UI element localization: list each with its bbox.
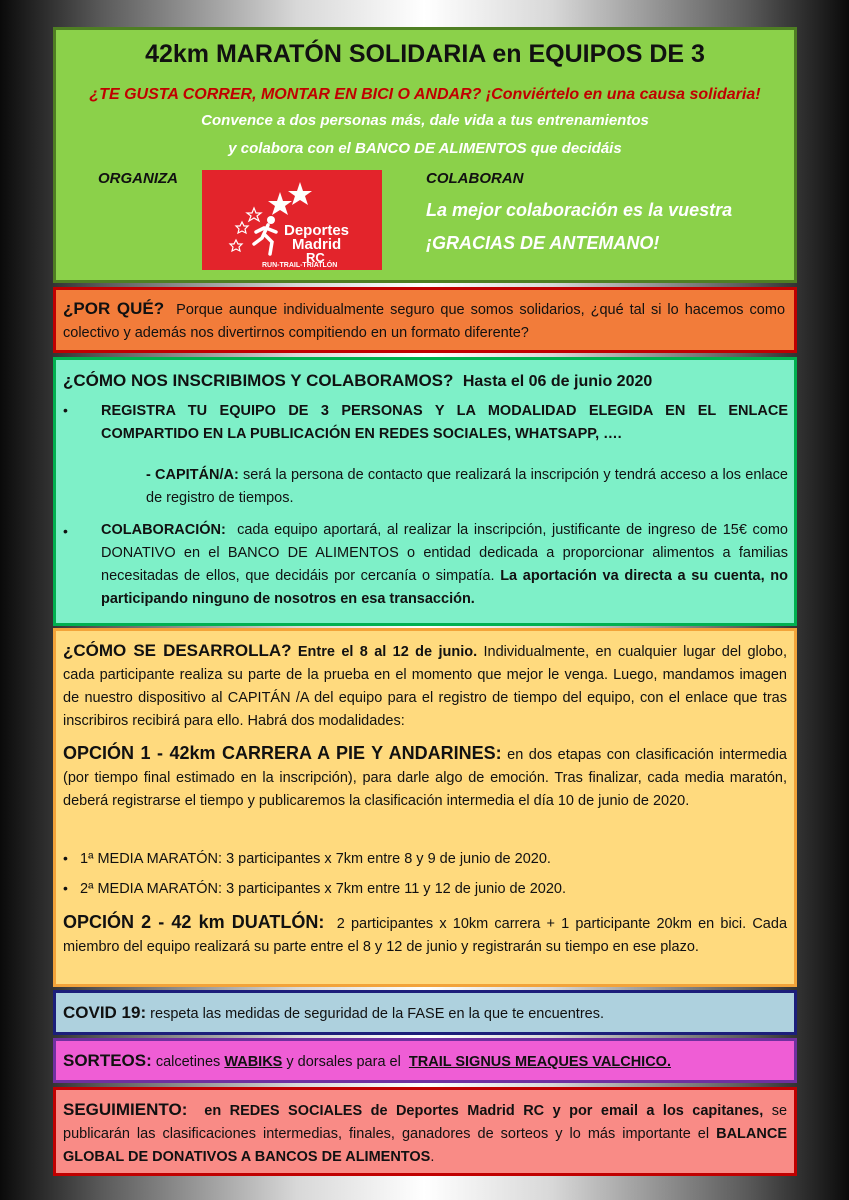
colaboran-line-1: La mejor colaboración es la vuestra: [426, 200, 733, 220]
draws-text-2: y dorsales para el: [286, 1054, 401, 1070]
register-heading: ¿CÓMO NOS INSCRIBIMOS Y COLABORAMOS?: [63, 371, 454, 390]
half-marathon-1: 1ª MEDIA MARATÓN: 3 participantes x 7km entre 8 y 9 de junio de 2020.: [80, 851, 551, 867]
header-section: [53, 27, 797, 283]
logo-line-3: RC: [306, 250, 325, 265]
draws-brand-2: TRAIL SIGNUS MEAQUES VALCHICO.: [408, 1054, 671, 1070]
why-paragraph: [63, 297, 785, 345]
half-marathon-2: 2ª MEDIA MARATÓN: 3 participantes x 7km entre 11 y 12 de junio de 2020.: [80, 881, 566, 897]
covid-paragraph: [63, 1001, 787, 1026]
tagline: ¿TE GUSTA CORRER, MONTAR EN BICI O ANDAR? ¡Conviértelo en una causa solidaria!: [89, 86, 761, 103]
logo-line-1: Deportes: [284, 222, 350, 239]
intro-line-2: y colabora con el BANCO DE ALIMENTOS que decidáis: [228, 140, 622, 157]
option2-title: OPCIÓN 2 - 42 km DUATLÓN:: [63, 912, 325, 932]
captain-label: - CAPITÁN/A:: [146, 467, 239, 483]
colaboran-line-2: ¡GRACIAS DE ANTEMANO!: [426, 233, 660, 253]
page-title: 42km MARATÓN SOLIDARIA en EQUIPOS DE 3: [145, 40, 705, 68]
club-logo: [202, 170, 382, 270]
follow-label: SEGUIMIENTO:: [63, 1100, 188, 1119]
collab-paragraph: [101, 519, 788, 611]
register-deadline: Hasta el 06 de junio 2020: [462, 373, 653, 390]
draws-brand-1: WABIKS: [224, 1054, 283, 1070]
follow-paragraph: [63, 1098, 787, 1169]
option1-title: OPCIÓN 1 - 42km CARRERA A PIE Y ANDARINES:: [63, 743, 502, 763]
option1-text: en dos etapas con clasificación intermedia (por tiempo final estimado en la inscripción), para darle algo de emoción. Tras finalizar, cada media maratón, deberá registrarse el tiempo y publicaremos la clasificación intermedia el día 10 de junio de 2020.: [63, 747, 787, 809]
bullet-dot-4: •: [63, 880, 68, 896]
bullet-dot-1: •: [63, 402, 68, 418]
develop-text: Individualmente, en cualquier lugar del globo, cada participante realiza su parte de la prueba en el momento que mejor le venga. Luego, mandamos imagen de nuestro dispositivo al CAPITÁN /A del equipo para el registro de tiempo del equipo, con el enlace que tras inscribiros recibirá para ello. Habrá dos modalidades:: [63, 644, 787, 729]
option2-paragraph: [63, 911, 787, 959]
develop-dates: Entre el 8 al 12 de junio.: [297, 644, 478, 660]
draws-text-1: calcetines: [155, 1054, 221, 1070]
follow-bold-2: BALANCE GLOBAL DE DONATIVOS A BANCOS DE ALIMENTOS: [63, 1126, 787, 1165]
register-section: [53, 357, 797, 626]
follow-text: se publicarán las clasificaciones intermedias, finales, ganadores de sorteos y lo más importante el: [63, 1103, 788, 1142]
register-bullet-1: REGISTRA TU EQUIPO DE 3 PERSONAS Y LA MODALIDAD ELEGIDA EN EL ENLACE COMPARTIDO EN LA PUBLICACIÓN EN REDES SOCIALES, WHATSAPP, ….: [101, 403, 788, 442]
follow-bold-1: en REDES SOCIALES de Deportes Madrid RC y por email a los capitanes,: [204, 1103, 764, 1119]
follow-section: [53, 1087, 797, 1176]
intro-line-1: Convence a dos personas más, dale vida a tus entrenamientos: [201, 112, 649, 129]
collab-label: COLABORACIÓN:: [101, 522, 226, 538]
collab-text: cada equipo aportará, al realizar la inscripción, justificante de ingreso de 15€ como DONATIVO en el BANCO DE ALIMENTOS o entidad dedicada a proporcionar alimentos a familias necesitadas de ellos, que decidáis por cercanía o simpatía.: [101, 522, 788, 584]
draws-paragraph: [63, 1049, 787, 1074]
bullet-dot-2: •: [63, 523, 68, 539]
why-section: [53, 287, 797, 353]
option1-paragraph: [63, 742, 787, 813]
develop-heading: ¿CÓMO SE DESARROLLA?: [63, 641, 292, 660]
covid-label: COVID 19:: [63, 1003, 147, 1022]
why-heading: ¿POR QUÉ?: [63, 299, 165, 318]
covid-text: respeta las medidas de seguridad de la FASE en la que te encuentres.: [150, 1006, 604, 1022]
bullet-dot-3: •: [63, 850, 68, 866]
logo-subtitle: RUN-TRAIL-TRIATLÓN: [262, 262, 338, 269]
draws-label: SORTEOS:: [63, 1051, 152, 1070]
why-text: Porque aunque individualmente seguro que somos solidarios, ¿qué tal si lo hacemos como colectivo y además nos divertirnos compitiendo en un formato diferente?: [63, 302, 786, 341]
develop-section: [53, 628, 797, 987]
collab-bold: La aportación va directa a su cuenta, no participando ninguno de nosotros en esa transacción.: [101, 568, 789, 607]
colaboran-label: COLABORAN: [426, 170, 524, 187]
draws-section: [53, 1038, 797, 1083]
develop-paragraph: [63, 639, 787, 733]
covid-section: [53, 990, 797, 1035]
option2-text: 2 participantes x 10km carrera + 1 participante 20km en bici. Cada miembro del equipo realizará su parte entre el 8 y 12 de junio y registrarán su tiempo en ese plazo.: [63, 916, 788, 955]
register-heading-line: [63, 371, 652, 391]
runner-stars-icon: [202, 170, 382, 270]
follow-end: .: [430, 1149, 435, 1165]
captain-paragraph: [146, 464, 788, 510]
logo-line-2: Madrid: [292, 236, 342, 253]
captain-text: será la persona de contacto que realizará la inscripción y tendrá acceso a los enlace de registro de tiempos.: [146, 467, 788, 506]
organiza-label: ORGANIZA: [98, 170, 178, 187]
